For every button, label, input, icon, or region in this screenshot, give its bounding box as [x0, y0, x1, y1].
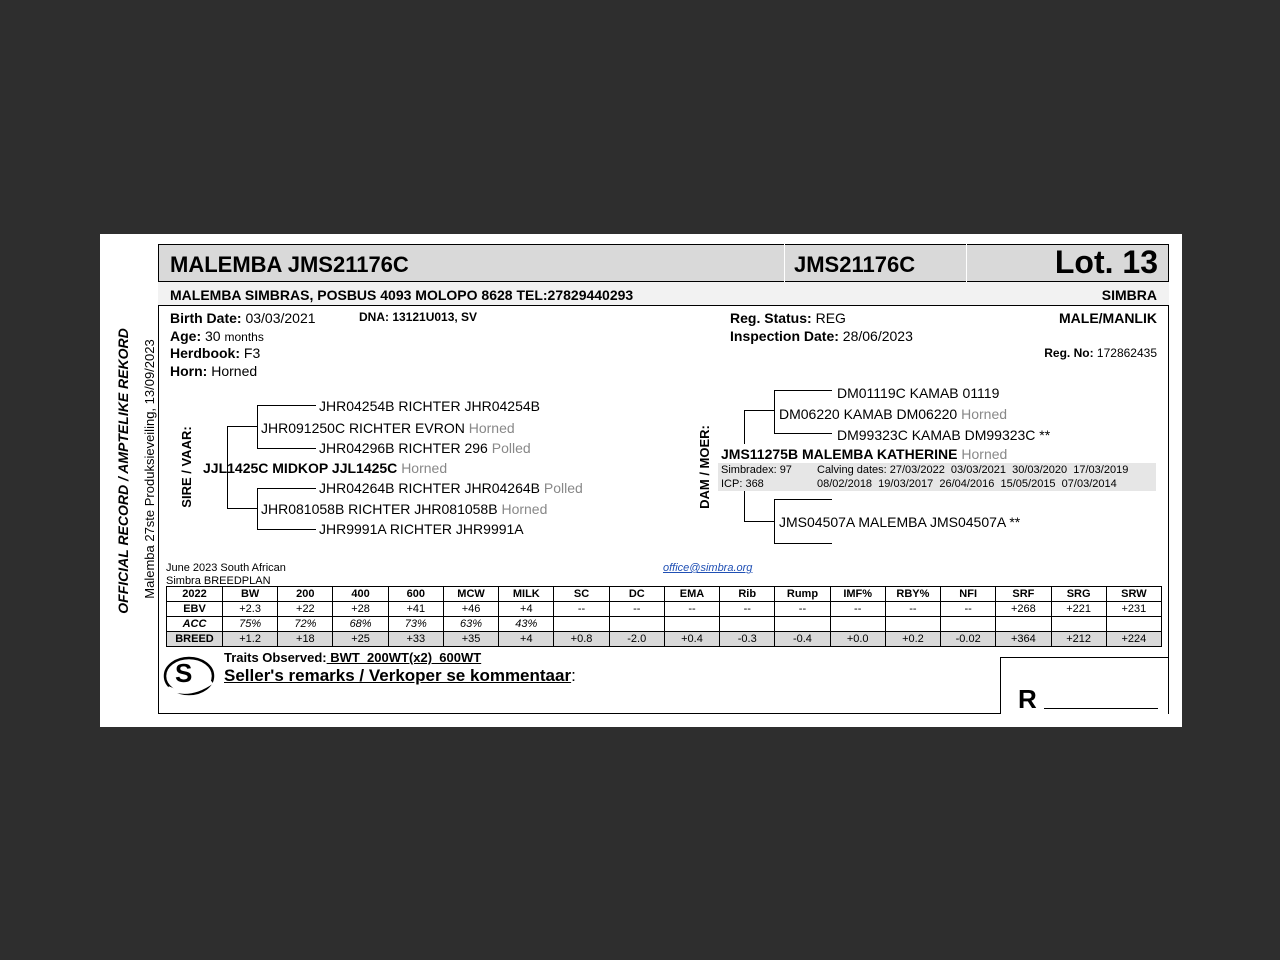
- ebv-value-cell: +224: [1106, 632, 1161, 647]
- reg-no-label: Reg. No:: [1044, 346, 1094, 360]
- ebv-value-cell: +4: [499, 602, 554, 617]
- ebv-value-cell: [720, 617, 775, 632]
- ebv-value-cell: +0.0: [830, 632, 885, 647]
- inspection-date: [730, 328, 913, 344]
- ebv-header-cell: 2022: [167, 587, 223, 602]
- dam-tree-bottom: [744, 521, 774, 522]
- traits-value: BWT 200WT(x2) 600WT: [326, 650, 482, 665]
- sire-sire-vert: [257, 405, 258, 448]
- ebv-value-cell: +221: [1051, 602, 1106, 617]
- age: [170, 328, 264, 344]
- breedplan-line1: June 2023 South African: [166, 562, 286, 574]
- ebv-value-cell: +28: [333, 602, 388, 617]
- dam-sire-dam-name: DM99323C KAMAB DM99323C **: [837, 427, 1051, 443]
- reg-status-value: REG: [815, 310, 846, 326]
- ebv-value-cell: +1.2: [223, 632, 278, 647]
- inspection-value: 28/06/2023: [842, 328, 913, 344]
- simbra-logo: [162, 654, 210, 694]
- reg-no: [1044, 346, 1157, 360]
- horn: [170, 363, 257, 379]
- ebv-row: [167, 602, 1162, 617]
- ebv-header-cell: SRG: [1051, 587, 1106, 602]
- ebv-value-cell: +0.4: [664, 632, 719, 647]
- ebv-value-cell: [830, 617, 885, 632]
- calving-dates-1: Calving dates: 27/03/2022 03/03/2021 30/03/2020 17/03/2019: [817, 464, 1129, 476]
- breeder-info: MALEMBA SIMBRAS, POSBUS 4093 MOLOPO 8628 TEL:27829440293: [170, 287, 634, 303]
- dam-sire-dam: [837, 427, 1050, 443]
- sire-dam-vert: [257, 488, 258, 529]
- dam-sire-vert: [774, 390, 775, 433]
- dam-dam: [779, 514, 1020, 530]
- sex: MALE/MANLIK: [1059, 310, 1157, 326]
- dam-sire-sire-name: DM01119C KAMAB 01119: [837, 385, 1000, 401]
- ebv-value-cell: +0.2: [885, 632, 940, 647]
- sire-dam-bottom: [257, 529, 316, 530]
- sire-dam-top: [257, 488, 316, 489]
- reg-status-label: Reg. Status:: [730, 310, 812, 326]
- ebv-header-cell: 200: [278, 587, 333, 602]
- ebv-value-cell: +33: [388, 632, 443, 647]
- ebv-value-cell: +4: [499, 632, 554, 647]
- ebv-header-cell: SC: [554, 587, 609, 602]
- dam-dam-top: [774, 499, 832, 500]
- ebv-header-cell: Rump: [775, 587, 830, 602]
- dam-sire-top: [774, 390, 832, 391]
- ebv-header-cell: DC: [609, 587, 664, 602]
- ebv-value-cell: +18: [278, 632, 333, 647]
- inspection-label: Inspection Date:: [730, 328, 839, 344]
- id-divider: [784, 244, 785, 282]
- ebv-value-cell: +46: [443, 602, 498, 617]
- ebv-value-cell: [554, 617, 609, 632]
- ebv-value-cell: +35: [443, 632, 498, 647]
- sale-label: Malemba 27ste Produksieveiling, 13/09/2023: [142, 339, 157, 599]
- dam: [721, 446, 1007, 462]
- logo-letter: S: [175, 658, 193, 688]
- sire-sire-name: JHR091250C RICHTER EVRON: [261, 420, 465, 436]
- herdbook: [170, 345, 260, 361]
- price-input-line[interactable]: [1044, 708, 1158, 709]
- dam-sire-horn: Horned: [961, 406, 1008, 422]
- ebv-value-cell: --: [941, 602, 996, 617]
- official-record-label: OFFICIAL RECORD / AMPTELIKE REKORD: [115, 328, 131, 614]
- ebv-header-cell: EMA: [664, 587, 719, 602]
- reg-status: [730, 310, 846, 326]
- breed-row: [167, 632, 1162, 647]
- ebv-header-cell: MILK: [499, 587, 554, 602]
- remarks-colon: :: [571, 666, 576, 685]
- calving-dates-2: 08/02/2018 19/03/2017 26/04/2016 15/05/2015 07/03/2014: [817, 478, 1117, 490]
- birth-date: [170, 310, 316, 326]
- ebv-value-cell: +22: [278, 602, 333, 617]
- sire-sire-sire-name: JHR04254B RICHTER JHR04254B: [319, 398, 540, 414]
- sire-sire-bottom: [257, 448, 316, 449]
- ebv-value-cell: +212: [1051, 632, 1106, 647]
- ebv-value-cell: +364: [996, 632, 1051, 647]
- age-value: 30: [205, 328, 221, 344]
- acc-row: [167, 617, 1162, 632]
- ebv-value-cell: 63%: [443, 617, 498, 632]
- ebv-value-cell: -0.02: [941, 632, 996, 647]
- ebv-value-cell: [1106, 617, 1161, 632]
- ebv-value-cell: +41: [388, 602, 443, 617]
- birth-date-label: Birth Date:: [170, 310, 242, 326]
- ebv-value-cell: --: [720, 602, 775, 617]
- ebv-value-cell: [609, 617, 664, 632]
- ebv-value-cell: -0.4: [775, 632, 830, 647]
- ebv-header-cell: 600: [388, 587, 443, 602]
- ebv-value-cell: --: [885, 602, 940, 617]
- age-unit: months: [224, 330, 264, 344]
- ebv-value-cell: 72%: [278, 617, 333, 632]
- dam-sire-sire: [837, 385, 999, 401]
- sire-dam-sire: [319, 480, 583, 496]
- ebv-header-cell: BW: [223, 587, 278, 602]
- ebv-value-cell: -0.3: [720, 632, 775, 647]
- ebv-header-cell: SRW: [1106, 587, 1161, 602]
- ebv-header-cell: Rib: [720, 587, 775, 602]
- breed-name: SIMBRA: [1101, 287, 1157, 303]
- ebv-header-cell: MCW: [443, 587, 498, 602]
- sire-sire-top: [257, 405, 316, 406]
- ebv-header-cell: NFI: [941, 587, 996, 602]
- sire-dam-sire-horn: Polled: [543, 480, 583, 496]
- age-label: Age:: [170, 328, 202, 344]
- sire-horn: Horned: [401, 460, 448, 476]
- animal-id: JMS21176C: [794, 252, 916, 277]
- sire-label: SIRE / VAAR:: [179, 426, 194, 508]
- birth-date-value: 03/03/2021: [245, 310, 316, 326]
- ebv-table: [166, 586, 1162, 647]
- dna-info: DNA: 13121U013, SV: [359, 310, 478, 324]
- sire-sire-horn: Horned: [468, 420, 515, 436]
- ebv-value-cell: +2.3: [223, 602, 278, 617]
- email-link[interactable]: office@simbra.org: [663, 562, 753, 574]
- reg-no-value: 172862435: [1096, 346, 1157, 360]
- ebv-value-cell: [775, 617, 830, 632]
- ebv-value-cell: +0.8: [554, 632, 609, 647]
- dam-tree-vert-top: [744, 410, 745, 444]
- dam-dam-name: JMS04507A MALEMBA JMS04507A **: [779, 514, 1021, 530]
- ebv-value-cell: +25: [333, 632, 388, 647]
- herdbook-label: Herdbook:: [170, 345, 240, 361]
- horn-value: Horned: [211, 363, 258, 379]
- ebv-value-cell: [664, 617, 719, 632]
- ebv-row-label: BREED: [167, 632, 223, 647]
- dam-label: DAM / MOER:: [697, 425, 712, 509]
- ebv-value-cell: +231: [1106, 602, 1161, 617]
- ebv-header-cell: SRF: [996, 587, 1051, 602]
- ebv-value-cell: 43%: [499, 617, 554, 632]
- ebv-value-cell: 68%: [333, 617, 388, 632]
- dam-sire-bottom: [774, 433, 832, 434]
- sire-sire-sire: [319, 398, 540, 414]
- ebv-header-cell: 400: [333, 587, 388, 602]
- dam-tree-vert-bottom: [744, 488, 745, 521]
- sire-dam: [261, 501, 547, 517]
- sire-dam-dam-name: JHR9991A RICHTER JHR9991A: [319, 521, 524, 537]
- ebv-value-cell: [1051, 617, 1106, 632]
- sire-sire-dam: [319, 440, 531, 456]
- dam-name: JMS11275B MALEMBA KATHERINE: [721, 446, 958, 462]
- traits-label: Traits Observed:: [224, 650, 327, 665]
- ebv-header-cell: RBY%: [885, 587, 940, 602]
- dam-dam-vert: [774, 499, 775, 543]
- icp: ICP: 368: [721, 478, 764, 490]
- dam-sire: [779, 406, 1007, 422]
- sire-sire-dam-horn: Polled: [491, 440, 531, 456]
- ebv-value-cell: 75%: [223, 617, 278, 632]
- sire-name: JJL1425C MIDKOP JJL1425C: [203, 460, 398, 476]
- sire-sire-dam-name: JHR04296B RICHTER 296: [319, 440, 488, 456]
- animal-name: MALEMBA JMS21176C: [170, 252, 409, 277]
- ebv-value-cell: +268: [996, 602, 1051, 617]
- lot-number: Lot. 13: [1054, 244, 1158, 280]
- sire-dam-horn: Horned: [501, 501, 548, 517]
- dam-dam-bottom: [774, 543, 832, 544]
- dam-tree-top: [744, 410, 774, 411]
- ebv-value-cell: -2.0: [609, 632, 664, 647]
- ebv-row-label: EBV: [167, 602, 223, 617]
- sire-dam-sire-name: JHR04264B RICHTER JHR04264B: [319, 480, 540, 496]
- ebv-value-cell: --: [830, 602, 885, 617]
- ebv-header-cell: IMF%: [830, 587, 885, 602]
- dam-horn: Horned: [961, 446, 1008, 462]
- horn-label: Horn:: [170, 363, 208, 379]
- ebv-value-cell: [885, 617, 940, 632]
- sire-tree-bottom: [227, 508, 257, 509]
- ebv-value-cell: --: [775, 602, 830, 617]
- ebv-value-cell: 73%: [388, 617, 443, 632]
- ebv-value-cell: [941, 617, 996, 632]
- lot-divider: [966, 244, 967, 282]
- sire-tree-top: [227, 426, 257, 427]
- ebv-value-cell: [996, 617, 1051, 632]
- sire-sire: [261, 420, 515, 436]
- simbradex: Simbradex: 97: [721, 464, 792, 476]
- sire-dam-dam: [319, 521, 524, 537]
- ebv-header-row: [167, 587, 1162, 602]
- dam-sire-name: DM06220 KAMAB DM06220: [779, 406, 958, 422]
- sellers-remarks: [224, 666, 576, 686]
- ebv-value-cell: --: [664, 602, 719, 617]
- traits-observed: [224, 650, 481, 665]
- price-prefix: R: [1018, 684, 1037, 714]
- ebv-value-cell: --: [554, 602, 609, 617]
- official-record-card: [100, 234, 1182, 727]
- herdbook-value: F3: [243, 345, 261, 361]
- sire: [203, 460, 447, 476]
- breedplan-line2: Simbra BREEDPLAN: [166, 575, 271, 587]
- ebv-row-label: ACC: [167, 617, 223, 632]
- remarks-label: Seller's remarks / Verkoper se kommentaar: [224, 666, 572, 685]
- ebv-value-cell: --: [609, 602, 664, 617]
- sire-dam-name: JHR081058B RICHTER JHR081058B: [261, 501, 498, 517]
